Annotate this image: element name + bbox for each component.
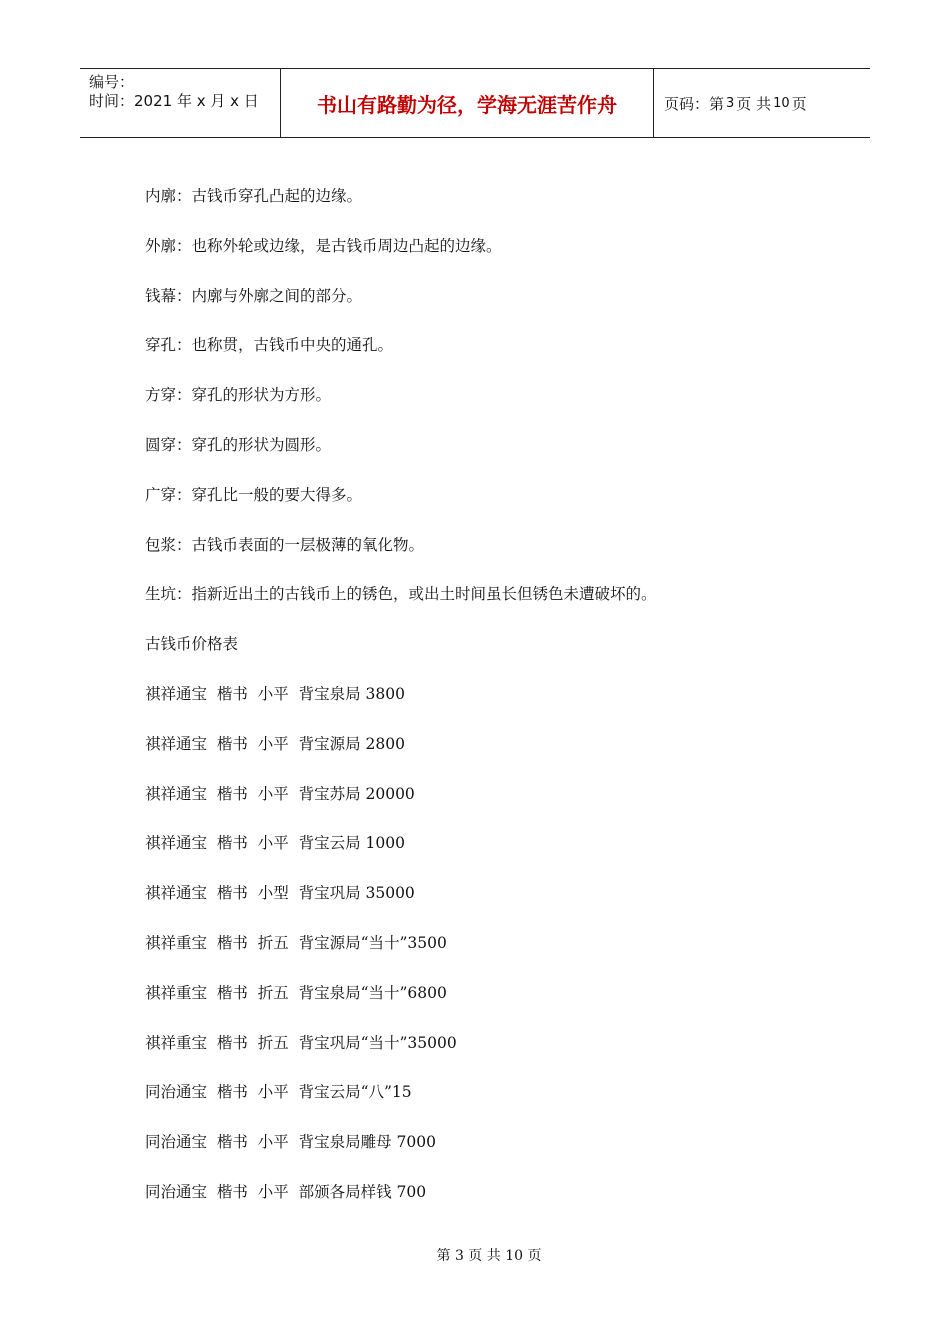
page-footer: 第 3 页 共 10 页 [436,1248,542,1264]
page-total: 10 [773,95,790,111]
motto-text: 书山有路勤为径，学海无涯苦作舟 [317,92,617,117]
paragraph-line: 包浆：古钱币表面的一层极薄的氧化物。 [145,535,425,554]
price-list-item: 同治通宝 楷书 小平 背宝云局“八”15 [145,1083,412,1102]
document-body [145,184,845,1230]
price-list-item: 祺祥通宝 楷书 小平 背宝泉局 3800 [145,684,405,703]
page-header [80,68,870,138]
paragraph-line: 钱幕：内廓与外廓之间的部分。 [145,286,363,305]
date-label: 时间：2021 年 x 月 x 日 [89,92,259,110]
paragraph-line: 内廓：古钱币穿孔凸起的边缘。 [145,187,363,205]
header-meta-cell [80,69,281,137]
price-list-item: 祺祥通宝 楷书 小型 背宝巩局 35000 [145,884,415,903]
paragraph-line: 圆穿：穿孔的形状为圆形。 [145,435,332,454]
page-suffix: 页 [791,94,807,113]
paragraph-line: 穿孔：也称贯，古钱币中央的通孔。 [145,336,394,355]
header-page-cell [654,69,870,137]
paragraph-line: 广穿：穿孔比一般的要大得多。 [145,485,363,504]
price-list-item: 祺祥通宝 楷书 小平 背宝云局 1000 [145,834,405,853]
page-current: 3 [726,95,735,111]
paragraph-line: 方穿：穿孔的形状为方形。 [145,386,332,405]
header-motto-cell [281,69,654,137]
paragraph-line: 生坑：指新近出土的古钱币上的锈色，或出土时间虽长但锈色未遭破坏的。 [145,585,657,604]
serial-label: 编号： [89,73,135,91]
price-list-item: 祺祥重宝 楷书 折五 背宝巩局“当十”35000 [145,1033,457,1052]
price-list-item: 祺祥通宝 楷书 小平 背宝源局 2800 [145,734,405,753]
price-list-item: 祺祥重宝 楷书 折五 背宝源局“当十”3500 [145,933,447,952]
price-list-item: 祺祥重宝 楷书 折五 背宝泉局“当十”6800 [145,983,447,1002]
page-prefix: 页码：第 [664,94,725,113]
price-list-item: 祺祥通宝 楷书 小平 背宝苏局 20000 [145,784,415,803]
section-heading: 古钱币价格表 [145,635,239,654]
page-mid: 页 共 [736,94,772,113]
paragraph-line: 外廓：也称外轮或边缘，是古钱币周边凸起的边缘。 [145,236,502,255]
price-list-item: 同治通宝 楷书 小平 背宝泉局雕母 7000 [145,1133,436,1152]
price-list-item: 同治通宝 楷书 小平 部颁各局样钱 700 [145,1182,427,1201]
